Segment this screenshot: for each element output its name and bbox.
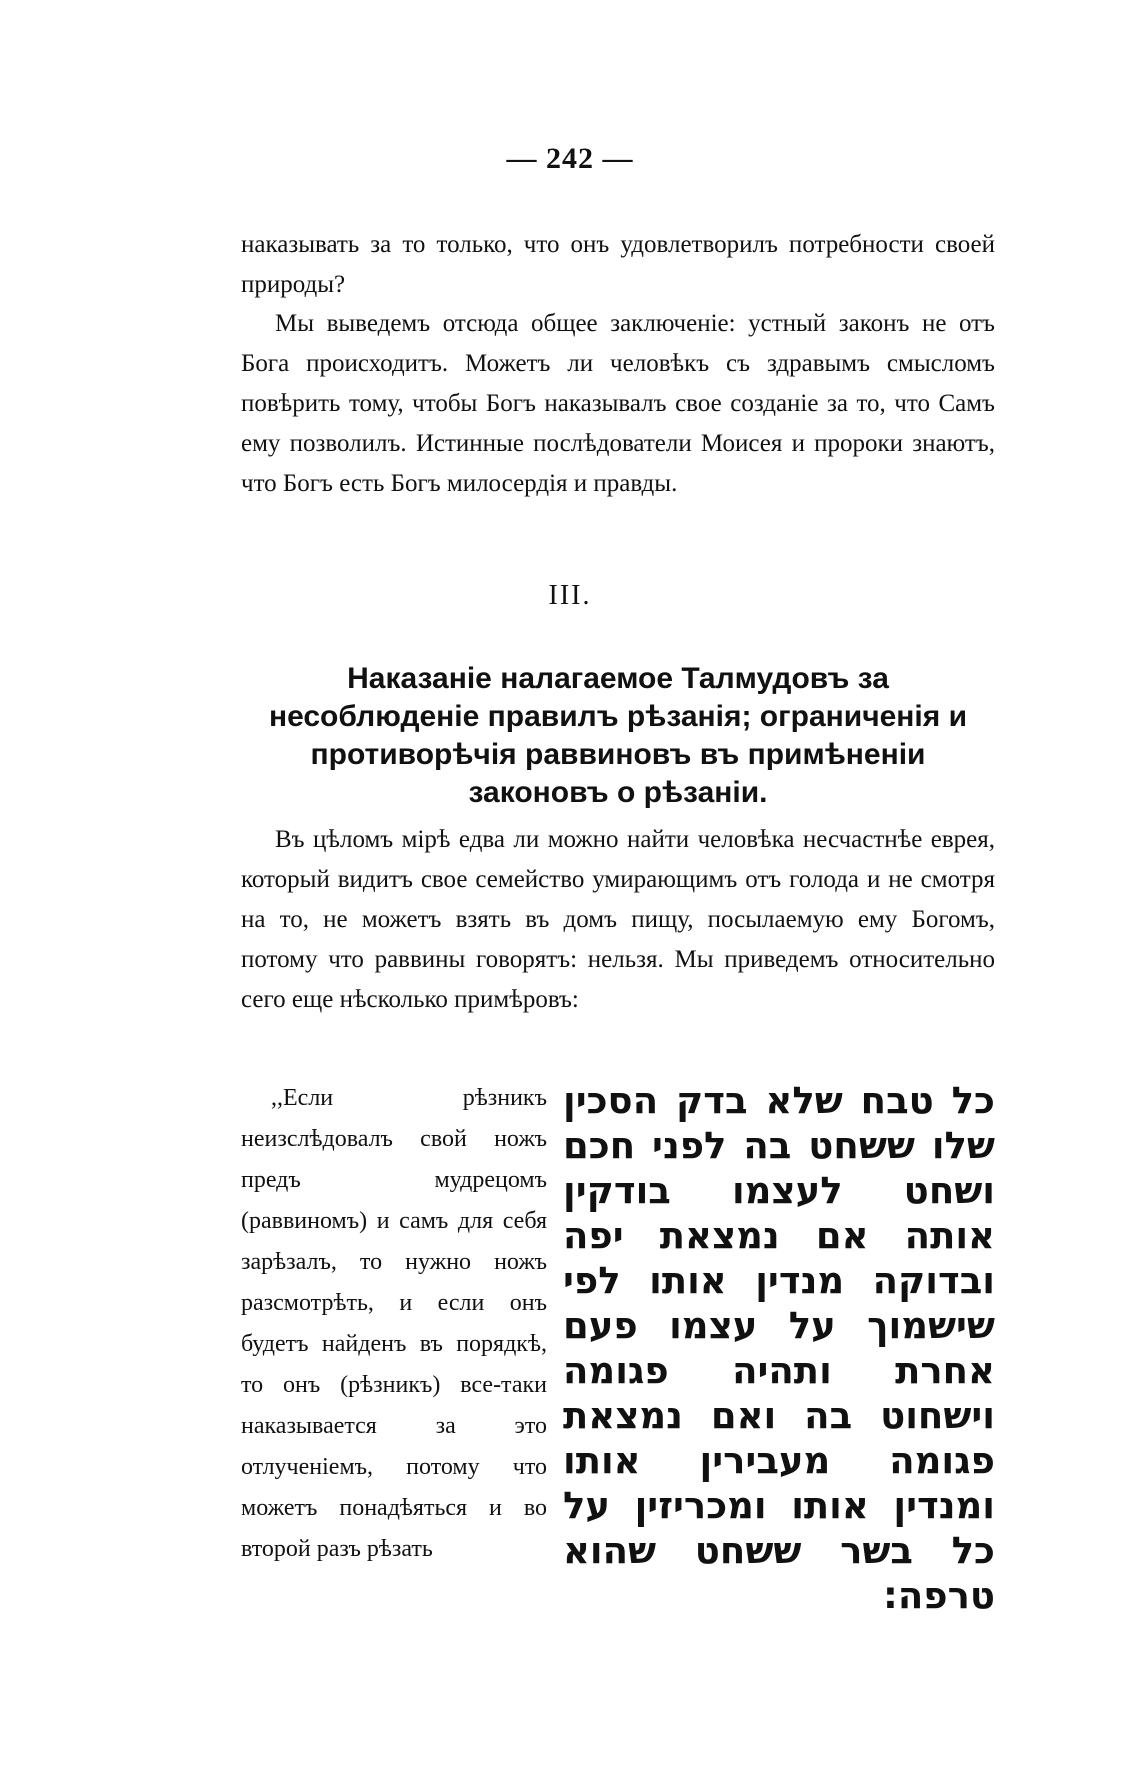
section-number: III. bbox=[548, 580, 592, 611]
section-title: Наказаніе налагаемое Талмудовъ за несоблюденіе правилъ рѣзанія; ограниченія и противорѣчія раввиновъ въ примѣненіи законовъ о рѣзаніи. bbox=[268, 662, 968, 809]
page-number: — 242 — bbox=[506, 142, 634, 175]
bilingual-columns bbox=[241, 1078, 995, 1758]
paragraph-intro: Въ цѣломъ мірѣ едва ли можно найти человѣка несчастнѣе еврея, который видитъ свое семейство умирающимъ отъ голода и не смотря на то, не можетъ взять въ домъ пищу, посылаемую ему Богомъ, потому что раввины говорятъ: нельзя. Мы приведемъ относительно сего еще нѣсколько примѣровъ: bbox=[241, 826, 995, 1013]
russian-translation-column: ,,Если рѣзникъ неизслѣдовалъ свой ножъ предъ мудрецомъ (раввиномъ) и самъ для себя зарѣзалъ, то нужно ножъ разсмотрѣть, и если онъ будетъ найденъ въ порядкѣ, то онъ (рѣзникъ) все-таки наказывается за это отлученіемъ, потому что можетъ понадѣяться и во второй разъ рѣзать bbox=[241, 1085, 547, 1562]
hebrew-quotation-column: כל טבח שלא בדק הסכין שלו ששחט בה לפני חכם ושחט לעצמו בודקין אותה אם נמצאת יפה ובדוקה מנדין אותו לפי שישמוך על עצמו פעם אחרת ותהיה פגומה וישחוט בה ואם נמצאת פגומה מעבירין אותו ומנדין אותו ומכריזין על כל בשר ששחט שהוא טרפה: bbox=[563, 1079, 995, 1617]
paragraph-continuation: наказывать за то только, что онъ удовлетворилъ потребности своей природы? bbox=[241, 231, 995, 298]
paragraph-conclusion: Мы выведемъ отсюда общее заключеніе: устный законъ не отъ Бога происходитъ. Можетъ ли человѣкъ съ здравымъ смысломъ повѣрить тому, чтобы Богъ наказывалъ свое созданіе за то, что Самъ ему позволилъ. Истинные послѣдователи Моисея и пророки знаютъ, что Богъ есть Богъ милосердія и правды. bbox=[241, 310, 995, 497]
